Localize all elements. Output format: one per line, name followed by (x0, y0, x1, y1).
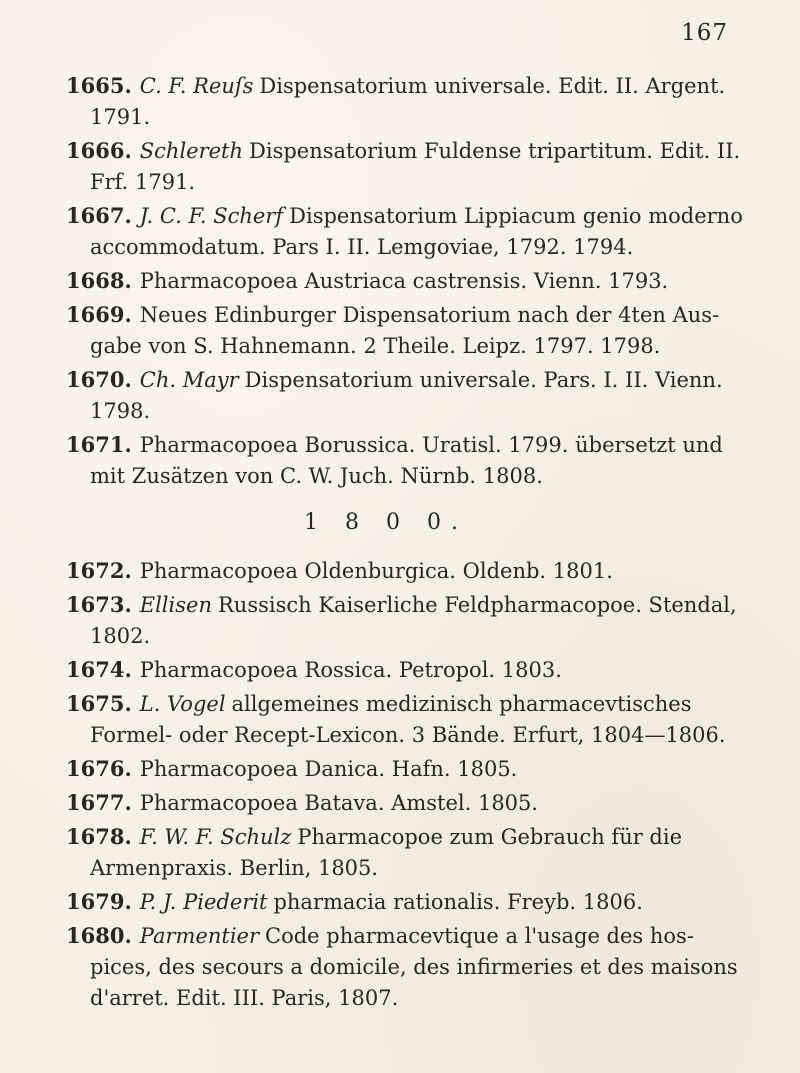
entry-text: allgemeines medizinisch pharmacevtisches Formel- oder Recept-Lexicon. 3 Bände. Erfurt, 1804—1806. (90, 692, 726, 747)
entry-author: P. J. Piederit (139, 890, 268, 914)
entry-author: Ch. Mayr (139, 368, 239, 392)
entry-text: Pharmacopoea Austriaca castrensis. Vienn. 1793. (139, 269, 669, 293)
bibliography-entry (66, 200, 746, 263)
entry-number: 1666. (66, 138, 132, 163)
bibliography-entry (66, 429, 746, 492)
entry-author: Parmentier (139, 924, 259, 948)
entry-number: 1665. (66, 73, 132, 98)
bibliography-entry (66, 753, 746, 785)
page-number: 167 (681, 20, 728, 46)
entry-number: 1668. (66, 268, 132, 293)
bibliography-entry (66, 555, 746, 587)
entry-number: 1680. (66, 923, 132, 948)
entry-text: Pharmacopoea Oldenburgica. Oldenb. 1801. (139, 559, 613, 583)
bibliography-entry (66, 299, 746, 362)
entry-text: Pharmacopoe zum Gebrauch für die Armenpraxis. Berlin, 1805. (90, 825, 683, 880)
entry-number: 1675. (66, 691, 132, 716)
entry-number: 1670. (66, 367, 132, 392)
bibliography-list (66, 70, 746, 1016)
entry-text: Dispensatorium Fuldense tripartitum. Edit. II. Frf. 1791. (90, 139, 741, 194)
entry-text: Dispensatorium universale. Pars. I. II. Vienn. 1798. (90, 368, 723, 423)
bibliography-entry (66, 589, 746, 652)
entry-text: Dispensatorium universale. Edit. II. Argent. 1791. (90, 74, 726, 129)
entry-text: Pharmacopoea Batava. Amstel. 1805. (139, 791, 539, 815)
entry-text: pharmacia rationalis. Freyb. 1806. (273, 890, 643, 914)
entry-number: 1678. (66, 824, 132, 849)
entries-before-1800 (66, 70, 746, 492)
bibliography-entry (66, 920, 746, 1014)
year-divider: 1 8 0 0. (304, 510, 468, 535)
entry-text: Russisch Kaiserliche Feldpharmacopoe. Stendal, 1802. (90, 593, 737, 648)
entry-author: C. F. Reuſs (139, 74, 254, 98)
entry-number: 1676. (66, 756, 132, 781)
entry-text: Pharmacopoea Borussica. Uratisl. 1799. übersetzt und mit Zusätzen von C. W. Juch. Nürnb. 1808. (90, 433, 723, 488)
bibliography-entry (66, 70, 746, 133)
entry-text: Dispensatorium Lippiacum genio moderno accommodatum. Pars I. II. Lemgoviae, 1792. 1794. (90, 204, 743, 259)
entry-text: Pharmacopoea Rossica. Petropol. 1803. (139, 658, 562, 682)
bibliography-entry (66, 364, 746, 427)
entry-number: 1672. (66, 558, 132, 583)
bibliography-entry (66, 787, 746, 819)
bibliography-entry (66, 886, 746, 918)
entry-number: 1673. (66, 592, 132, 617)
entry-number: 1669. (66, 302, 132, 327)
entry-number: 1671. (66, 432, 132, 457)
entry-text: Pharmacopoea Danica. Hafn. 1805. (139, 757, 518, 781)
entry-text: Code pharmacevtique a l'usage des hospices, des secours a domicile, des infirmeries et des maisons d'arret. Edit. III. Paris, 1807. (90, 924, 738, 1010)
bibliography-entry (66, 654, 746, 686)
bibliography-entry (66, 688, 746, 751)
entry-author: F. W. F. Schulz (139, 825, 292, 849)
entry-number: 1674. (66, 657, 132, 682)
entry-number: 1677. (66, 790, 132, 815)
entry-number: 1679. (66, 889, 132, 914)
entry-author: Ellisen (139, 593, 212, 617)
entry-text: Neues Edinburger Dispensatorium nach der 4ten Ausgabe von S. Hahnemann. 2 Theile. Leipz. 1797. 1798. (90, 303, 720, 358)
bibliography-entry (66, 135, 746, 198)
entry-author: J. C. F. Scherf (139, 204, 284, 228)
bibliography-entry (66, 821, 746, 884)
entry-author: L. Vogel (139, 692, 226, 716)
entries-from-1800 (66, 555, 746, 1014)
entry-number: 1667. (66, 203, 132, 228)
bibliography-entry (66, 265, 746, 297)
entry-author: Schlereth (139, 139, 244, 163)
